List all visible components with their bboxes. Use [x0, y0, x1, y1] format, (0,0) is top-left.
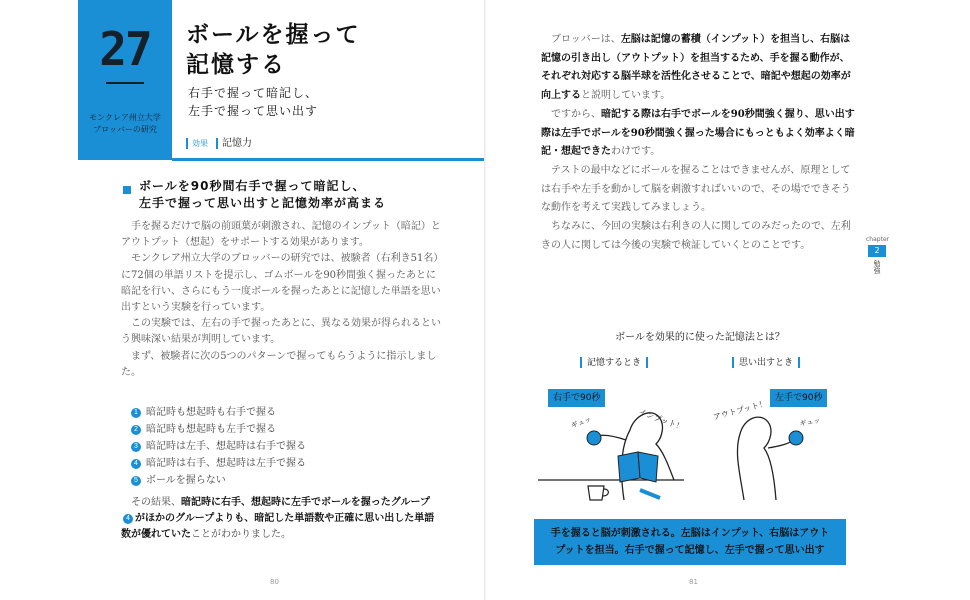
list-item — [131, 421, 306, 438]
result-pre: その結果、 — [131, 497, 181, 508]
list-item-text: 暗記時は右手、想起時は左手で握る — [146, 458, 306, 469]
recall-label-text: 思い出すとき — [739, 358, 794, 368]
number-badge: 5 — [131, 476, 141, 486]
chapter-label: chapter — [866, 236, 890, 243]
subtitle-line-1: 右手で握って暗記し、 — [188, 86, 319, 100]
figure-caption — [534, 519, 846, 565]
org-line-2: ブロッバーの研究 — [93, 125, 157, 134]
label-bar — [732, 357, 734, 368]
figure-title: ボールを効果的に使った記憶法とは？ — [615, 332, 785, 343]
list-item — [131, 472, 306, 489]
section-heading — [139, 178, 386, 212]
result-badge: 4 — [123, 514, 133, 524]
caption-line-1: 手を握ると脳が刺激される。左脳はインプット、右脳はアウト — [550, 528, 830, 539]
right-hand-label: 右手で90秒 — [548, 389, 605, 407]
p2-b: 暗記する際は右手でボールを90秒間強く握り、思い出す際は左手でボールを90秒間強く握った場合にもっともよく効率よく暗記・想起できた — [541, 108, 855, 158]
research-org — [82, 112, 168, 136]
p1-a: ブロッバーは、 — [551, 34, 621, 45]
number-badge: 1 — [131, 408, 141, 418]
person-recall-body — [737, 417, 776, 500]
caption-line-2: プットを担当。右手で握って記憶し、左手で握って思い出す — [555, 545, 825, 556]
recall-label — [727, 355, 805, 368]
paragraph: 手を握るだけで脳の前頭葉が刺激され、記憶のインプット（暗記）とアウトプット（想起）をサポートする効果があります。 — [121, 221, 441, 249]
pen-icon — [640, 490, 660, 498]
right-body-text — [541, 31, 859, 255]
section-heading-line-2: 左手で握って思い出すと記憶効率が高まる — [139, 196, 387, 210]
paragraph: この実験では、左右の手で握ったあとに、異なる効果が得られるという興味深い結果が判明しています。 — [121, 318, 441, 346]
list-item — [131, 455, 306, 472]
list-item-text: 暗記時は左手、想起時は右手で握る — [146, 441, 306, 452]
paragraph — [541, 106, 859, 162]
number-badge: 2 — [131, 425, 141, 435]
org-line-1: モンクレア州立大学 — [89, 113, 161, 122]
title-line-1: ボールを握って — [186, 22, 361, 48]
chapter-tab — [866, 236, 888, 274]
effect-value: 記憶力 — [222, 138, 252, 149]
book-page-icon — [638, 452, 658, 482]
book-gutter — [484, 0, 486, 600]
ball-icon — [587, 431, 601, 445]
number-badge: 3 — [131, 442, 141, 452]
list-item — [131, 404, 306, 421]
list-item — [131, 438, 306, 455]
label-bar — [580, 357, 582, 368]
paragraph: まず、被験者に次の5つのパターンで握ってもらうように指示しました。 — [121, 350, 437, 378]
page-number-left: 80 — [270, 578, 279, 586]
effect-label: 効果 — [192, 139, 208, 148]
list-item-text: 暗記時も想起時も左手で握る — [146, 424, 276, 435]
left-body-text — [121, 219, 443, 381]
left-hand-label: 左手で90秒 — [770, 389, 827, 407]
list-item-text: ボールを握らない — [146, 475, 226, 486]
squeeze-text-right: ギュッ — [798, 416, 822, 428]
p2-a: ですから、 — [551, 108, 601, 120]
number-badge: 4 — [131, 459, 141, 469]
paragraph: モンクレア州立大学のブロッバーの研究では、被験者（右利き51名）に72個の単語リストを提示し、ゴムボールを90秒間強く握ったあとに暗記を行い、さらにもう一度ボールを握ったあとに記憶した単語を思い出すという実験を行っています。 — [121, 253, 441, 314]
result-bold-1: 暗記時に右手、想起時に左手でボールを握ったグループ — [181, 497, 430, 508]
paragraph — [541, 31, 859, 106]
list-item-text: 暗記時も想起時も右手で握る — [146, 407, 276, 418]
output-text: アウトプット！ — [712, 398, 768, 422]
paragraph: ちなみに、今回の実験は右利きの人に関してのみだったので、左利きの人に関しては今後の実験で検証していくとのことです。 — [541, 221, 851, 251]
input-text: インプット！ — [637, 407, 685, 433]
heading-square-icon — [123, 186, 131, 194]
page-number-right: 81 — [689, 578, 698, 586]
memorize-label — [575, 355, 653, 368]
chapter-name: 勉強 — [873, 260, 881, 274]
header-rule — [172, 158, 485, 161]
page-subtitle — [188, 84, 318, 120]
p2-c: わけです。 — [611, 146, 661, 158]
effect-bar-2 — [216, 138, 218, 149]
section-heading-line-1: ボールを90秒間右手で握って暗記し、 — [139, 179, 366, 193]
chapter-number: 2 — [868, 245, 886, 257]
ball-icon — [789, 431, 803, 445]
page-title — [186, 20, 361, 80]
label-bar — [646, 357, 648, 368]
result-paragraph — [121, 495, 443, 544]
label-bar — [798, 357, 800, 368]
effect-tag — [186, 134, 252, 149]
result-post: ことがわかりました。 — [191, 529, 291, 541]
pattern-list — [131, 404, 306, 489]
p1-b: 左脳は記憶の蓄積（インプット）を担当し、右脳は記憶の引き出し（アウトプット）を担当するため、手を握る動作が、それぞれ対応する脳半球を活性化させることで、暗記や想起の効率が向上する — [541, 34, 851, 102]
subtitle-line-2: 左手で握って思い出す — [188, 104, 319, 118]
cup-icon — [588, 486, 604, 500]
squeeze-text-left: ギュッ — [569, 415, 593, 430]
effect-bar — [186, 138, 188, 149]
paragraph: テストの最中などにボールを握ることはできませんが、原理としては右手や左手を動かして脳を刺激すればいいので、その場でできそうな動作を考えて実践してみましょう。 — [541, 164, 851, 214]
memorize-label-text: 記憶するとき — [587, 358, 642, 368]
title-line-2: 記憶する — [186, 52, 286, 78]
chapter-number-box — [78, 0, 172, 160]
section-number: 27 — [99, 22, 151, 76]
book-icon — [618, 452, 640, 482]
p1-c: と説明しています。 — [581, 90, 671, 102]
number-rule — [106, 82, 144, 84]
result-bold-2: がほかのグループよりも、暗記した単語数や正確に思い出した単語数が優れていた — [121, 513, 435, 541]
